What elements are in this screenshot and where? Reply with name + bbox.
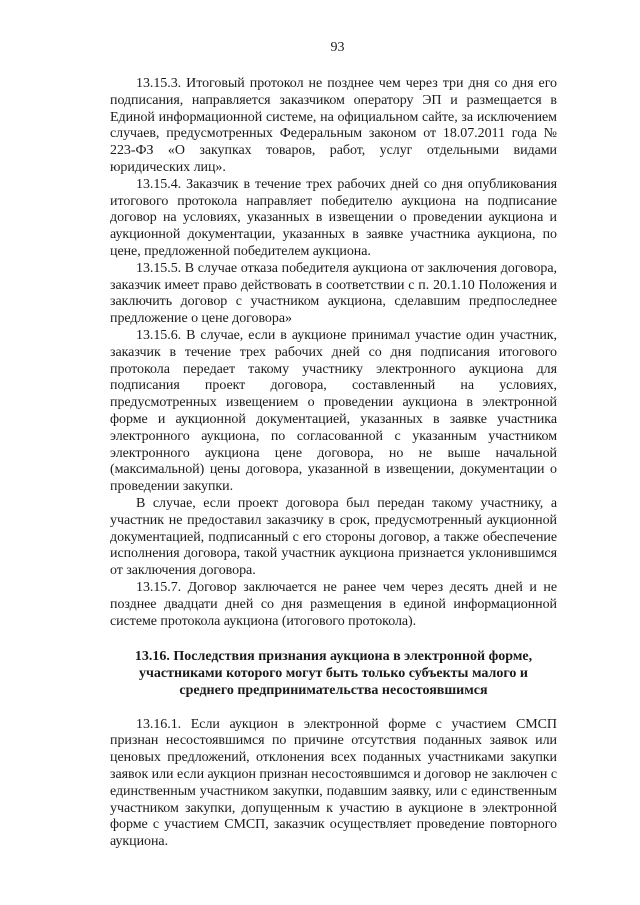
paragraph-13-15-4: 13.15.4. Заказчик в течение трех рабочих дней со дня опубликования итогового протокола направляет победителю аукциона на подписание договор на условиях, указанных в извещении о проведении аукциона и аукционной документации, указанных в заявке участника аукциона, по цене, предложенной победителем аукциона. xyxy=(110,176,557,259)
paragraph-13-15-6-continued: В случае, если проект договора был передан такому участнику, а участник не предоставил заказчику в срок, предусмотренный аукционной документацией, подписанный с его стороны договор, а также обеспечение исполнения договора, такой участник аукциона признается уклонившимся от заключения договора. xyxy=(110,495,557,579)
paragraph-13-15-5: 13.15.5. В случае отказа победителя аукциона от заключения договора, заказчик имеет право действовать в соответствии с п. 20.1.10 Положения и заключить договор с участником аукциона, сделавшим предпоследнее предложение о цене договора» xyxy=(110,260,557,327)
paragraph-13-15-7: 13.15.7. Договор заключается не ранее чем через десять дней и не позднее двадцати дней со дня размещения в единой информационной системе протокола аукциона (итогового протокола). xyxy=(110,579,557,629)
paragraph-13-15-3: 13.15.3. Итоговый протокол не позднее чем через три дня со дня его подписания, направляется заказчиком оператору ЭП и размещается в Единой информационной системе, на официальном сайте, за исключением случаев, предусмотренных Федеральным законом от 18.07.2011 года № 223-ФЗ «О закупках товаров, работ, услуг отдельными видами юридических лиц». xyxy=(110,76,557,175)
section-heading-13-16: 13.16. Последствия признания аукциона в электронной форме, участниками которого могут быть только субъекты малого и среднего предпринимательства несостоявшимся xyxy=(134,649,533,698)
page-number: 93 xyxy=(330,40,345,55)
paragraph-13-15-6: 13.15.6. В случае, если в аукционе принимал участие один участник, заказчик в течение трех рабочих дней со дня подписания итогового протокола передает такому участнику электронного аукциона для подписания проект договора, составленный на условиях, предусмотренных извещением о проведении аукциона в электронной форме и аукционной документацией, указанных в заявке участника электронного аукциона, по согласованной с указанным участником электронного аукциона цене договора, но не выше начальной (максимальной) цены договора, указанной в извещении, документации о проведении закупки. xyxy=(110,327,557,495)
paragraph-13-16-1: 13.16.1. Если аукцион в электронной форме с участием СМСП признан несостоявшимся по причине отсутствия поданных заявок или ценовых предложений, отклонения всех поданных участниками закупки заявок или если аукцион признан несостоявшимся и договор не заключен с единственным участником закупки, подавшим заявку, или с единственным участником закупки, допущенным к участию в аукционе в электронной форме с участием СМСП, заказчик осуществляет проведение повторного аукциона. xyxy=(110,716,557,850)
